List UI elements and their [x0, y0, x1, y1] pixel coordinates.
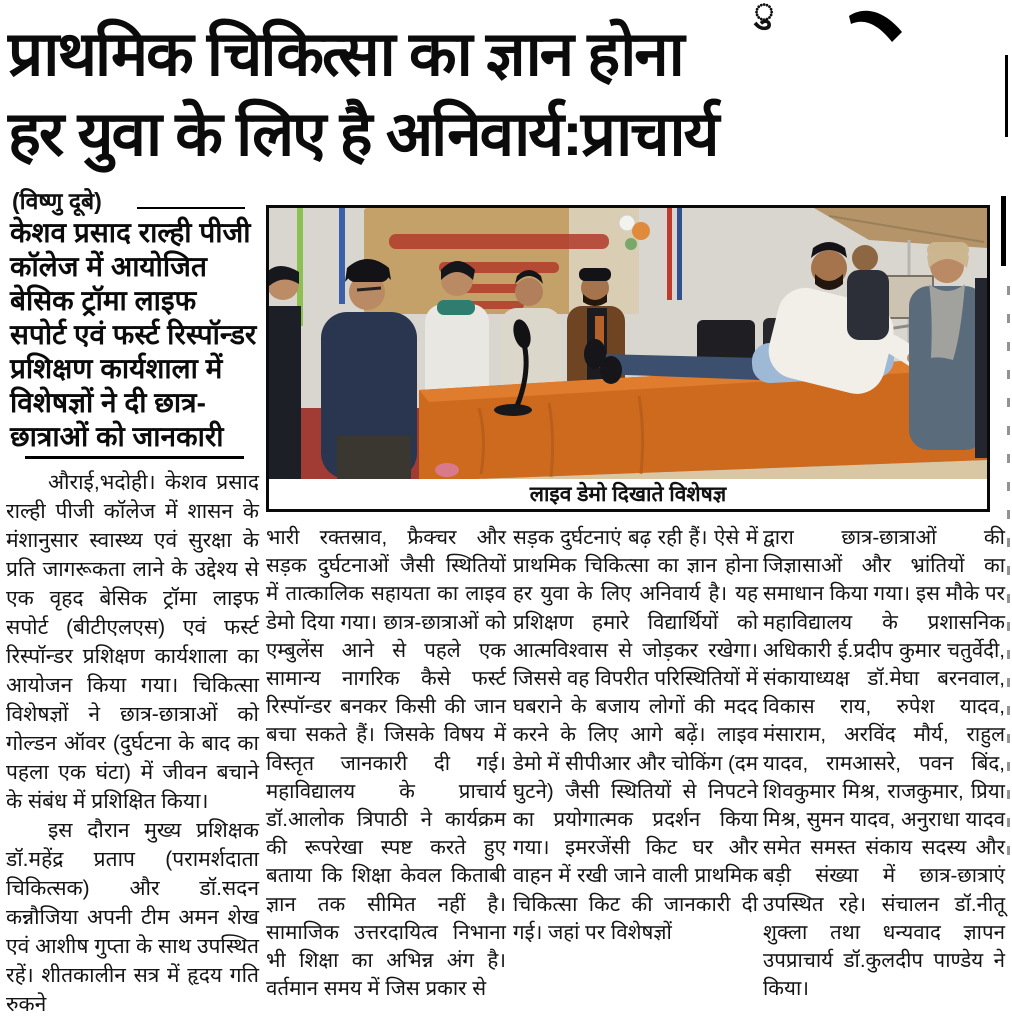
body-paragraph: इस दौरान मुख्य प्रशिक्षक डॉ.महेंद्र प्रताप (परामर्शदाता चिकित्सक) और डॉ.सदन कन्नौजिया अपनी टीम अमन शेख एवं आशीष गुप्ता के साथ उपस्थित रहें। शीतकालीन सत्र में हृदय गति रुकने: [6, 819, 259, 1016]
body-paragraph: भारी रक्तस्राव, फ्रैक्चर और सड़क दुर्घटनाओं जैसी स्थितियों में तात्कालिक सहायता का लाइव डेमो दिया गया। छात्र-छात्राओं को एम्बुलेंस आने से पहले एक सामान्य नागरिक कैसे फर्स्ट रिस्पॉन्डर बनकर किसी की जान बचा सकते हैं। जिसके विषय में विस्तृत जानकारी दी गई। महाविद्यालय के प्राचार्य डॉ.आलोक त्रिपाठी ने कार्यक्रम की रूपरेखा स्पष्ट करते हुए बताया कि शिक्षा केवल किताबी ज्ञान तक सीमित नहीं है। सामाजिक उत्तरदायित्व निभाना भी शिक्षा का अभिन्न अंग है। वर्तमान समय में जिस प्रकार से: [266, 526, 506, 1001]
adjacent-column-rule-mid: [1001, 196, 1006, 266]
body-paragraph: सड़क दुर्घटनाएं बढ़ रही हैं। ऐसे में प्राथमिक चिकित्सा का ज्ञान होना हर युवा के लिए अनिवार्य है। यह प्रशिक्षण हमारे विद्यार्थियों को आत्मविश्वास से जोड़कर रखेगा। जिससे वह विपरीत परिस्थितियों में घबराने के बजाय लोगों की मदद करने के लिए आगे बढ़ें। लाइव डेमो में सीपीआर और चोकिंग (दम घुटने) जैसी स्थितियों से निपटने का प्रयोगात्मक प्रदर्शन किया गया। इमरजेंसी किट घर और वाहन में रखी जाने वाली प्राथमिक चिकित्सा किट की जानकारी दी गई। जहां पर विशेषज्ञों: [513, 526, 758, 944]
body-paragraph: द्वारा छात्र-छात्राओं की जिज्ञासाओं और भ्रांतियों का समाधान किया गया। इस मौके पर महाविद्यालय के प्रशासनिक अधिकारी ई.प्रदीप कुमार चतुर्वेदी, संकायाध्यक्ष डॉ.मेघा बरनवाल, विकास राय, रुपेश यादव, मंसाराम, अरविंद मौर्य, राहुल यादव, रामआसरे, पवन बिंद, शिवकुमार मिश्र, राजकुमार, प्रिया मिश्र, सुमन यादव, अनुराधा यादव समेत समस्त संकाय सदस्य और बड़ी संख्या में छात्र-छात्राएं उपस्थित रहे। संचालन डॉ.नीतू शुक्ला तथा धन्यवाद ज्ञापन उपप्राचार्य डॉ.कुलदीप पाण्डेय ने किया।: [763, 526, 1005, 1001]
byline: (विष्णु दूबे): [12, 188, 102, 214]
article-subhead: केशव प्रसाद राल्ही पीजी कॉलेज में आयोजित बेसिक ट्रॉमा लाइफ सपोर्ट एवं फर्स्ट रिस्पॉन्डर प्रशिक्षण कार्यशाला में विशेषज्ञों ने दी छात्र-छात्राओं को जानकारी: [10, 217, 257, 452]
photo-pole-blue: [339, 208, 345, 304]
body-column-4: [763, 524, 1005, 1003]
subhead-rule: [25, 456, 244, 459]
adjacent-column-text-fragments: [1007, 286, 1010, 856]
photo-onlooker-far-right: [975, 278, 987, 458]
news-photo-illustration: [269, 208, 987, 479]
body-paragraph: औराई,भदोही। केशव प्रसाद राल्ही पीजी कॉलेज में शासन के मंशानुसार स्वास्थ्य एवं सुरक्षा के प्रति जागरूकता लाने के उद्देश्य से एक वृहद बेसिक ट्रॉमा लाइफ सपोर्ट (बीटीएलएस) एवं फर्स्ट रिस्पॉन्डर प्रशिक्षण कार्यशाला का आयोजन किया गया। चिकित्सा विशेषज्ञों ने छात्र-छात्राओं को गोल्डन ऑवर (दुर्घटना के बाद का पहला एक घंटा) में जीवन बचाने के संबंध में प्रशिक्षित किया।: [6, 471, 259, 813]
headline-line1: प्राथमिक चिकित्सा का ज्ञान होना: [8, 20, 683, 89]
photo-caption: लाइव डेमो दिखाते विशेषज्ञ: [269, 479, 987, 509]
body-column-1: [6, 468, 259, 1019]
photo-stripe-blue: [677, 208, 682, 300]
body-column-3: [513, 524, 758, 947]
photo-flowers: [435, 463, 459, 477]
photo-stripe-red: [667, 208, 672, 300]
news-photo: [266, 205, 990, 512]
headline-line2: हर युवा के लिए है अनिवार्य:प्राचार्य: [8, 100, 718, 169]
cropped-glyph-artifact: ु: [754, 0, 775, 30]
byline-rule: [137, 207, 245, 209]
body-column-2: [266, 524, 506, 1003]
